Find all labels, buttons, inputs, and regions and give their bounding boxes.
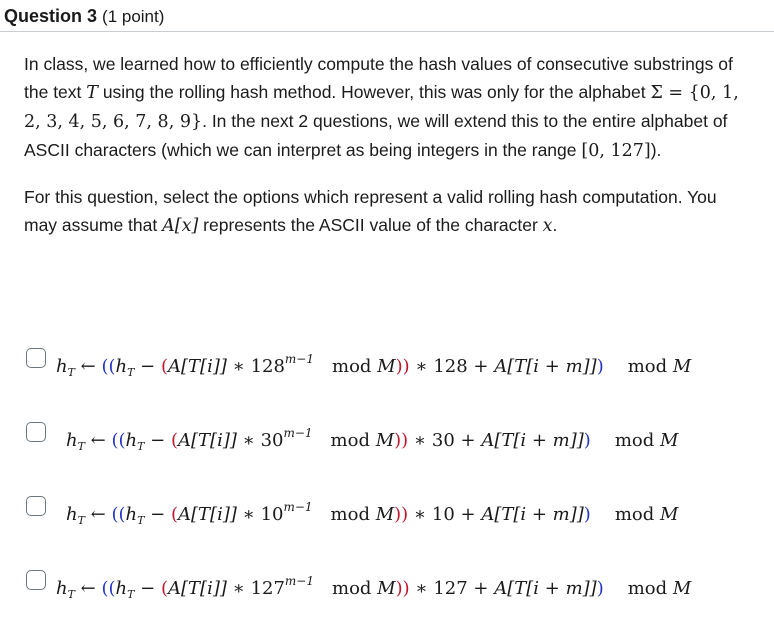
formula-M: M — [659, 504, 679, 525]
formula-arrow: ← — [74, 578, 102, 599]
question-body — [24, 50, 754, 258]
formula-exponent: m−1 — [284, 352, 314, 366]
formula-sub-T: T — [67, 588, 75, 601]
formula-arrow: ← — [84, 430, 112, 451]
option-checkbox[interactable] — [26, 496, 46, 516]
formula-M: M — [672, 356, 692, 377]
option-checkbox[interactable] — [26, 422, 46, 442]
formula-arrow: ← — [84, 504, 112, 525]
formula-mod: mod — [330, 504, 370, 525]
formula-M: M — [375, 430, 395, 451]
formula-sub-T: T — [127, 588, 135, 601]
formula-times: ∗ — [226, 356, 251, 377]
formula-mod: mod — [627, 578, 668, 599]
formula-h: h — [56, 578, 68, 599]
answer-option[interactable] — [26, 492, 766, 527]
formula-A-Ti: A[T[i]] — [178, 504, 237, 525]
formula-h: h — [115, 356, 128, 377]
formula-minus: − — [144, 504, 171, 525]
formula-base: 10 — [260, 504, 284, 525]
formula-close-parens: )) — [395, 578, 410, 599]
intro-paragraph — [24, 50, 754, 165]
option-checkbox[interactable] — [26, 570, 46, 590]
formula-base: 30 — [260, 430, 284, 451]
formula-exponent: m−1 — [283, 426, 313, 440]
formula-close-parens: )) — [394, 504, 409, 525]
formula-mod: mod — [614, 504, 655, 525]
instruction-text-2: represents the ASCII value of the character — [198, 215, 543, 235]
question-points: (1 point) — [102, 7, 165, 26]
option-formula — [56, 344, 691, 388]
formula-open-paren-outer: (( — [101, 356, 116, 377]
formula-times: ∗ — [408, 430, 432, 451]
formula-sub-T: T — [127, 366, 135, 379]
formula-close-paren: ) — [596, 578, 604, 599]
formula-A-Ti: A[T[i]] — [168, 356, 227, 377]
option-formula — [66, 492, 678, 536]
option-formula — [56, 566, 691, 610]
formula-open-paren-inner: ( — [170, 504, 179, 525]
formula-h: h — [125, 504, 138, 525]
formula-A-Tim: A[T[i + m]] — [481, 430, 584, 451]
instruction-paragraph — [24, 183, 754, 240]
formula-mod: mod — [614, 430, 655, 451]
formula-A-Tim: A[T[i + m]] — [494, 578, 597, 599]
formula-base: 128 — [250, 356, 285, 377]
formula-times: ∗ — [409, 356, 434, 377]
formula-base: 127 — [433, 578, 468, 599]
formula-base: 10 — [431, 504, 455, 525]
formula-minus: − — [144, 430, 171, 451]
formula-plus: + — [467, 356, 495, 377]
formula-h: h — [66, 504, 78, 525]
formula-arrow: ← — [74, 356, 102, 377]
formula-mod: mod — [332, 578, 372, 599]
formula-close-paren: ) — [596, 356, 604, 377]
formula-exponent: m−1 — [283, 500, 313, 514]
formula-M: M — [377, 356, 396, 377]
formula-A-Ti: A[T[i]] — [178, 430, 237, 451]
math-x: x — [542, 216, 553, 236]
formula-open-paren-inner: ( — [170, 430, 179, 451]
formula-A-Tim: A[T[i + m]] — [481, 504, 584, 525]
math-alphabet: Σ = {0, 1, 2, 3, 4, 5, 6, 7, 8, 9} — [24, 83, 739, 132]
math-Ax: A[x] — [162, 216, 199, 236]
formula-times: ∗ — [409, 578, 434, 599]
formula-M: M — [375, 504, 395, 525]
formula-h: h — [56, 356, 68, 377]
formula-base: 128 — [433, 356, 468, 377]
option-checkbox[interactable] — [26, 348, 46, 368]
intro-text-4: ). — [650, 140, 662, 160]
formula-minus: − — [134, 578, 161, 599]
formula-close-parens: )) — [394, 430, 409, 451]
question-header — [0, 0, 774, 32]
math-range: [0, 127] — [581, 141, 651, 161]
formula-M: M — [659, 430, 679, 451]
formula-times: ∗ — [236, 430, 261, 451]
formula-base: 30 — [431, 430, 455, 451]
formula-sub-T: T — [77, 514, 85, 527]
formula-sub-T: T — [137, 440, 145, 453]
intro-text-1: In class, we learned how to efficiently compute the hash values of consecutive substrings of the text — [24, 54, 733, 102]
formula-times: ∗ — [226, 578, 251, 599]
formula-times: ∗ — [408, 504, 432, 525]
formula-h: h — [125, 430, 138, 451]
formula-mod: mod — [627, 356, 668, 377]
formula-A-Ti: A[T[i]] — [168, 578, 227, 599]
formula-close-parens: )) — [395, 356, 410, 377]
question-title — [4, 6, 164, 27]
formula-open-paren-inner: ( — [160, 578, 169, 599]
formula-base: 127 — [250, 578, 285, 599]
formula-times: ∗ — [236, 504, 261, 525]
formula-minus: − — [134, 356, 161, 377]
question-number: Question 3 — [4, 6, 98, 26]
formula-open-paren-outer: (( — [101, 578, 116, 599]
formula-h: h — [115, 578, 128, 599]
intro-text-2: using the rolling hash method. However, this was only for the alphabet — [97, 82, 651, 102]
intro-text-3: . In the next 2 questions, we will extend this to the entire alphabet of ASCII characters (which we can interpret as being integers in the range — [24, 111, 728, 160]
formula-open-paren-outer: (( — [111, 430, 126, 451]
formula-open-paren-inner: ( — [160, 356, 169, 377]
formula-sub-T: T — [137, 514, 145, 527]
formula-A-Tim: A[T[i + m]] — [494, 356, 597, 377]
answer-option[interactable] — [26, 344, 766, 379]
instruction-text-3: . — [552, 215, 558, 235]
answer-option[interactable] — [26, 566, 766, 601]
formula-sub-T: T — [77, 440, 85, 453]
formula-plus: + — [467, 578, 495, 599]
formula-plus: + — [454, 430, 482, 451]
formula-mod: mod — [330, 430, 370, 451]
formula-close-paren: ) — [583, 430, 591, 451]
formula-mod: mod — [332, 356, 372, 377]
formula-plus: + — [454, 504, 482, 525]
formula-close-paren: ) — [583, 504, 591, 525]
formula-h: h — [66, 430, 78, 451]
formula-sub-T: T — [67, 366, 75, 379]
answer-option[interactable] — [26, 418, 766, 453]
formula-exponent: m−1 — [284, 574, 314, 588]
formula-M: M — [672, 578, 692, 599]
instruction-text-1: For this question, select the options which represent a valid rolling hash computation. You may assume that — [24, 187, 717, 235]
formula-M: M — [377, 578, 396, 599]
math-T: T — [86, 83, 98, 103]
option-formula — [66, 418, 678, 462]
formula-open-paren-outer: (( — [111, 504, 126, 525]
